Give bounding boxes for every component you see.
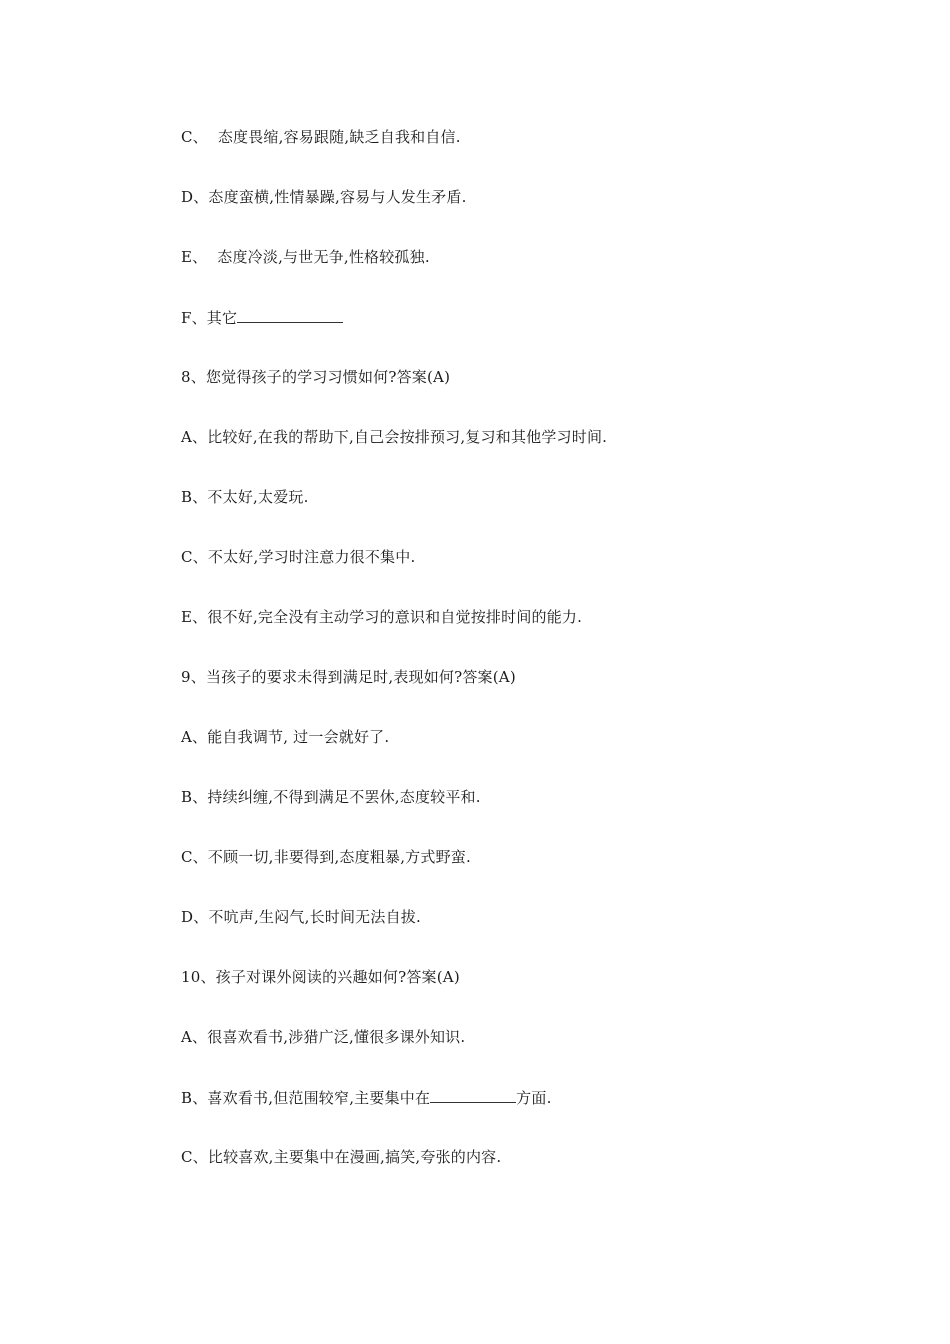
option-f-label: F、其它	[181, 309, 238, 327]
question-8-option-a: A、比较好,在我的帮助下,自己会按排预习,复习和其他学习时间.	[181, 428, 608, 446]
question-9: 9、当孩子的要求未得到满足时,表现如何?答案(A)	[181, 668, 516, 686]
question-9-option-d: D、不吭声,生闷气,长时间无法自拔.	[181, 908, 421, 926]
question-10: 10、孩子对课外阅读的兴趣如何?答案(A)	[181, 968, 460, 986]
option-c-attitude-timid: C、 态度畏缩,容易跟随,缺乏自我和自信.	[181, 128, 461, 146]
fill-in-blank	[237, 307, 343, 323]
option-f-other	[181, 307, 343, 328]
option-d-attitude-rude: D、态度蛮横,性情暴躁,容易与人发生矛盾.	[181, 188, 467, 206]
question-9-option-a: A、能自我调节, 过一会就好了.	[181, 728, 390, 746]
fill-in-blank	[430, 1087, 516, 1103]
question-8-option-c: C、不太好,学习时注意力很不集中.	[181, 548, 416, 566]
question-8-option-e: E、很不好,完全没有主动学习的意识和自觉按排时间的能力.	[181, 608, 583, 626]
question-10-option-c: C、比较喜欢,主要集中在漫画,搞笑,夸张的内容.	[181, 1148, 502, 1166]
question-8-option-b: B、不太好,太爱玩.	[181, 488, 309, 506]
question-10-option-b	[181, 1087, 552, 1108]
question-9-option-b: B、持续纠缠,不得到满足不罢休,态度较平和.	[181, 788, 481, 806]
question-10-option-b-suffix: 方面.	[516, 1089, 552, 1107]
question-9-option-c: C、不顾一切,非要得到,态度粗暴,方式野蛮.	[181, 848, 471, 866]
question-8: 8、您觉得孩子的学习习惯如何?答案(A)	[181, 368, 451, 386]
option-e-attitude-cold: E、 态度冷淡,与世无争,性格较孤独.	[181, 248, 430, 266]
question-10-option-b-prefix: B、喜欢看书,但范围较窄,主要集中在	[181, 1089, 431, 1107]
question-10-option-a: A、很喜欢看书,涉猎广泛,懂很多课外知识.	[181, 1028, 466, 1046]
